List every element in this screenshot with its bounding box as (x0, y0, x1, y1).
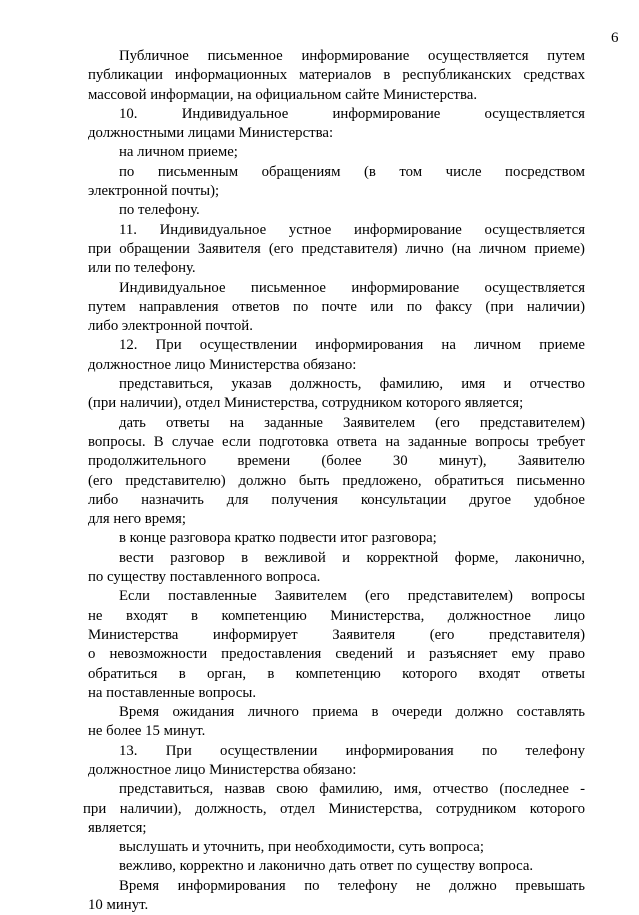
text-line: должностное лицо Министерства обязано: (88, 356, 357, 373)
paragraph (88, 549, 585, 588)
text-line: не входят в компетенцию Министерства, должностное лицо (88, 607, 585, 624)
paragraph (88, 529, 585, 548)
text-line: 10 минут. (88, 897, 149, 914)
text-line: представиться, назвав свою фамилию, имя, отчество (последнее - (119, 781, 585, 798)
text-line: 12. При осуществлении информирования на личном приеме (119, 337, 585, 354)
paragraph (88, 201, 585, 220)
text-line: публикации информационных материалов в республиканских средствах (88, 67, 585, 84)
paragraph (88, 703, 585, 742)
text-line: 10. Индивидуальное информирование осуществляется (119, 105, 585, 122)
text-line: либо электронной почтой. (88, 318, 253, 335)
paragraph (88, 742, 585, 781)
text-line: либо назначить для получения консультации другое удобное (88, 491, 585, 508)
text-line: о невозможности предоставления сведений и разъясняет ему право (88, 646, 585, 663)
text-line: Индивидуальное письменное информирование осуществляется (119, 279, 585, 296)
text-line: Если поставленные Заявителем (его представителем) вопросы (119, 588, 585, 605)
text-line: электронной почты); (88, 183, 220, 200)
text-line: по телефону. (119, 202, 200, 219)
text-line: при наличии), должность, отдел Министерства, сотрудником которого (83, 800, 585, 817)
text-line: должностными лицами Министерства: (88, 125, 334, 142)
text-line: должностное лицо Министерства обязано: (88, 761, 357, 778)
text-line: дать ответы на заданные Заявителем (его представителем) (119, 414, 585, 431)
text-line: Публичное письменное информирование осуществляется путем (119, 48, 585, 64)
paragraph (88, 857, 585, 876)
text-line: Время информирования по телефону не должно превышать (119, 877, 585, 894)
paragraph (88, 587, 585, 703)
paragraph (88, 163, 585, 202)
text-line: выслушать и уточнить, при необходимости, суть вопроса; (119, 839, 484, 856)
paragraph (88, 143, 585, 162)
text-line: по существу поставленного вопроса. (88, 569, 321, 586)
paragraph (88, 47, 585, 105)
text-line: обратиться в орган, в компетенцию которого входят ответы (88, 665, 585, 682)
document-body (83, 47, 585, 915)
text-line: не более 15 минут. (88, 723, 206, 740)
paragraph (88, 414, 585, 530)
paragraph (88, 221, 585, 279)
text-line: Министерства информирует Заявителя (его представителя) (88, 626, 585, 643)
text-line: Время ожидания личного приема в очереди должно составлять (119, 704, 585, 721)
text-line: путем направления ответов по почте или по факсу (при наличии) (88, 298, 585, 315)
text-line: в конце разговора кратко подвести итог разговора; (119, 530, 437, 547)
text-line: массовой информации, на официальном сайте Министерства. (88, 86, 478, 103)
text-line: вопросы. В случае если подготовка ответа на заданные вопросы требует (88, 433, 585, 450)
text-line: для него время; (88, 511, 186, 528)
paragraph (88, 838, 585, 857)
text-line: 13. При осуществлении информирования по телефону (119, 742, 585, 759)
paragraph (88, 105, 585, 144)
text-line: или по телефону. (88, 260, 196, 277)
paragraph (83, 780, 585, 838)
page-number: 6 (611, 30, 619, 46)
text-line: вести разговор в вежливой и корректной форме, лаконично, (119, 549, 585, 566)
text-line: вежливо, корректно и лаконично дать ответ по существу вопроса. (119, 858, 534, 875)
paragraph (88, 375, 585, 414)
text-line: продолжительного времени (более 30 минут), Заявителю (88, 453, 585, 470)
text-line: представиться, указав должность, фамилию, имя и отчество (119, 376, 585, 393)
paragraph (88, 877, 585, 915)
paragraph (88, 336, 585, 375)
text-line: (при наличии), отдел Министерства, сотрудником которого является; (88, 395, 524, 412)
text-line: является; (88, 819, 147, 836)
paragraph (88, 279, 585, 337)
text-line: по письменным обращениям (в том числе посредством (119, 163, 585, 180)
text-line: на личном приеме; (119, 144, 238, 161)
text-line: при обращении Заявителя (его представителя) лично (на личном приеме) (88, 240, 585, 257)
text-line: 11. Индивидуальное устное информирование осуществляется (119, 221, 585, 238)
text-line: на поставленные вопросы. (88, 684, 257, 701)
text-line: (его представителю) должно быть предложено, обратиться письменно (88, 472, 585, 489)
